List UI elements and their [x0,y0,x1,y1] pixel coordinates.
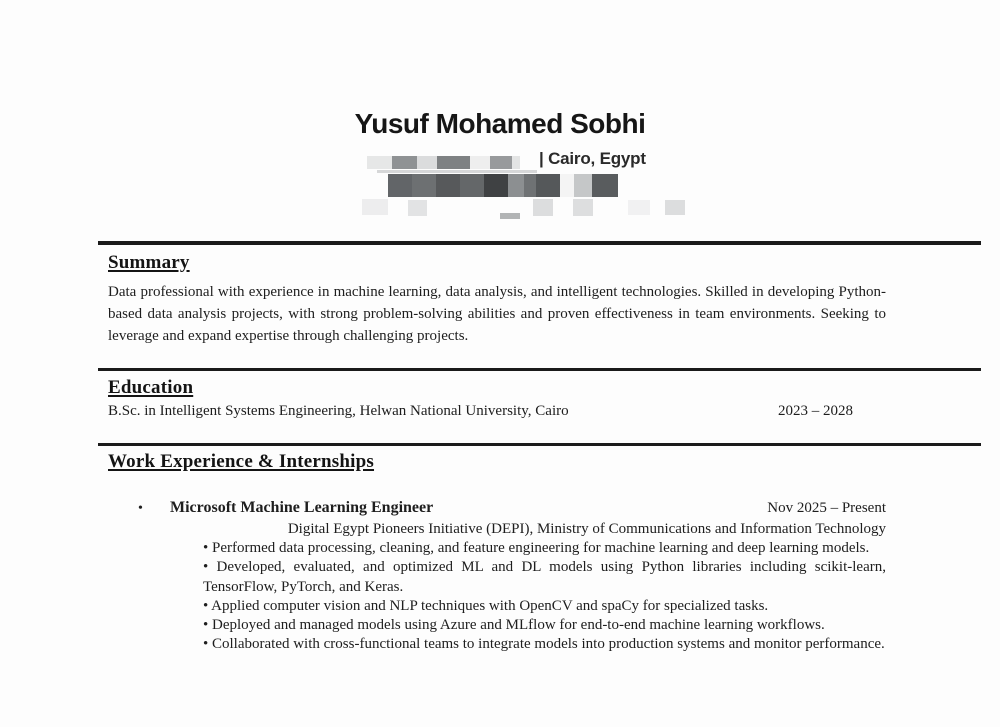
redacted-pixel-block [533,199,553,216]
job-dates: Nov 2025 – Present [767,500,886,516]
redacted-pixel-block [408,200,427,216]
redacted-pixel-block [362,199,388,215]
section-divider [98,241,981,245]
redacted-pixel-block [560,174,574,197]
job-entry [108,498,886,654]
redacted-pixel-block [500,213,520,219]
redacted-pixel-block [536,174,560,197]
redacted-pixel-block [460,174,484,197]
education-dates: 2023 – 2028 [778,403,853,419]
redacted-pixel-block [484,174,508,197]
section-title-work: Work Experience & Internships [108,451,375,472]
redacted-pixel-block [508,174,524,197]
redacted-pixel-block [628,200,650,215]
redacted-pixel-block [388,174,412,197]
redacted-pixel-block [524,174,536,197]
redacted-pixel-block [436,174,460,197]
redacted-pixel-block [665,200,685,215]
redacted-pixel-block [574,174,592,197]
redacted-contact-row [367,156,520,169]
education-degree: B.Sc. in Intelligent Systems Engineering, Helwan National University, Cairo [108,403,569,419]
job-organization: Digital Egypt Pioneers Initiative (DEPI), Ministry of Communications and Information Technology [287,521,886,537]
redacted-pixel-block [470,156,490,169]
job-highlight: • Deployed and managed models using Azure and MLflow for end-to-end machine learning workflows. [203,617,825,634]
redacted-pixel-block [367,156,392,169]
contact-location: | Cairo, Egypt [539,149,646,168]
resume-name: Yusuf Mohamed Sobhi [354,108,646,139]
section-divider [98,443,981,446]
job-highlight: • Collaborated with cross-functional teams to integrate models into production systems and monitor performance. [203,636,885,653]
job-highlight: • Performed data processing, cleaning, and feature engineering for machine learning and deep learning models. [203,540,870,557]
section-divider [98,368,981,371]
job-highlight: • Developed, evaluated, and optimized ML and DL models using Python libraries including scikit-learn, TensorFlow, PyTorch, and Keras. [203,559,886,595]
section-title-education: Education [108,377,194,398]
redacted-pixel-block [392,156,417,169]
redacted-contact-row [388,174,618,197]
redacted-pixel-block [592,174,618,197]
redacted-pixel-block [490,156,512,169]
job-highlights-list [108,539,886,654]
job-title: Microsoft Machine Learning Engineer [170,499,434,516]
redacted-pixel-block [417,156,437,169]
redacted-pixel-block [512,156,520,169]
redacted-pixel-block [573,199,593,216]
job-header-row [108,498,886,519]
education-row [108,402,886,421]
section-title-summary: Summary [108,252,190,273]
job-highlight: • Applied computer vision and NLP techniques with OpenCV and spaCy for specialized tasks. [203,597,769,614]
bullet-glyph: • [138,501,143,516]
redacted-pixel-block [377,170,537,173]
redacted-pixel-block [437,156,470,169]
summary-text: Data professional with experience in machine learning, data analysis, and intelligent technologies. Skilled in developing Python-based data analysis projects, with strong problem-solving abilities and proven effectiveness in team environments. Seeking to leverage and expand expertise through challenging projects. [108,284,886,344]
redacted-pixel-block [412,174,436,197]
